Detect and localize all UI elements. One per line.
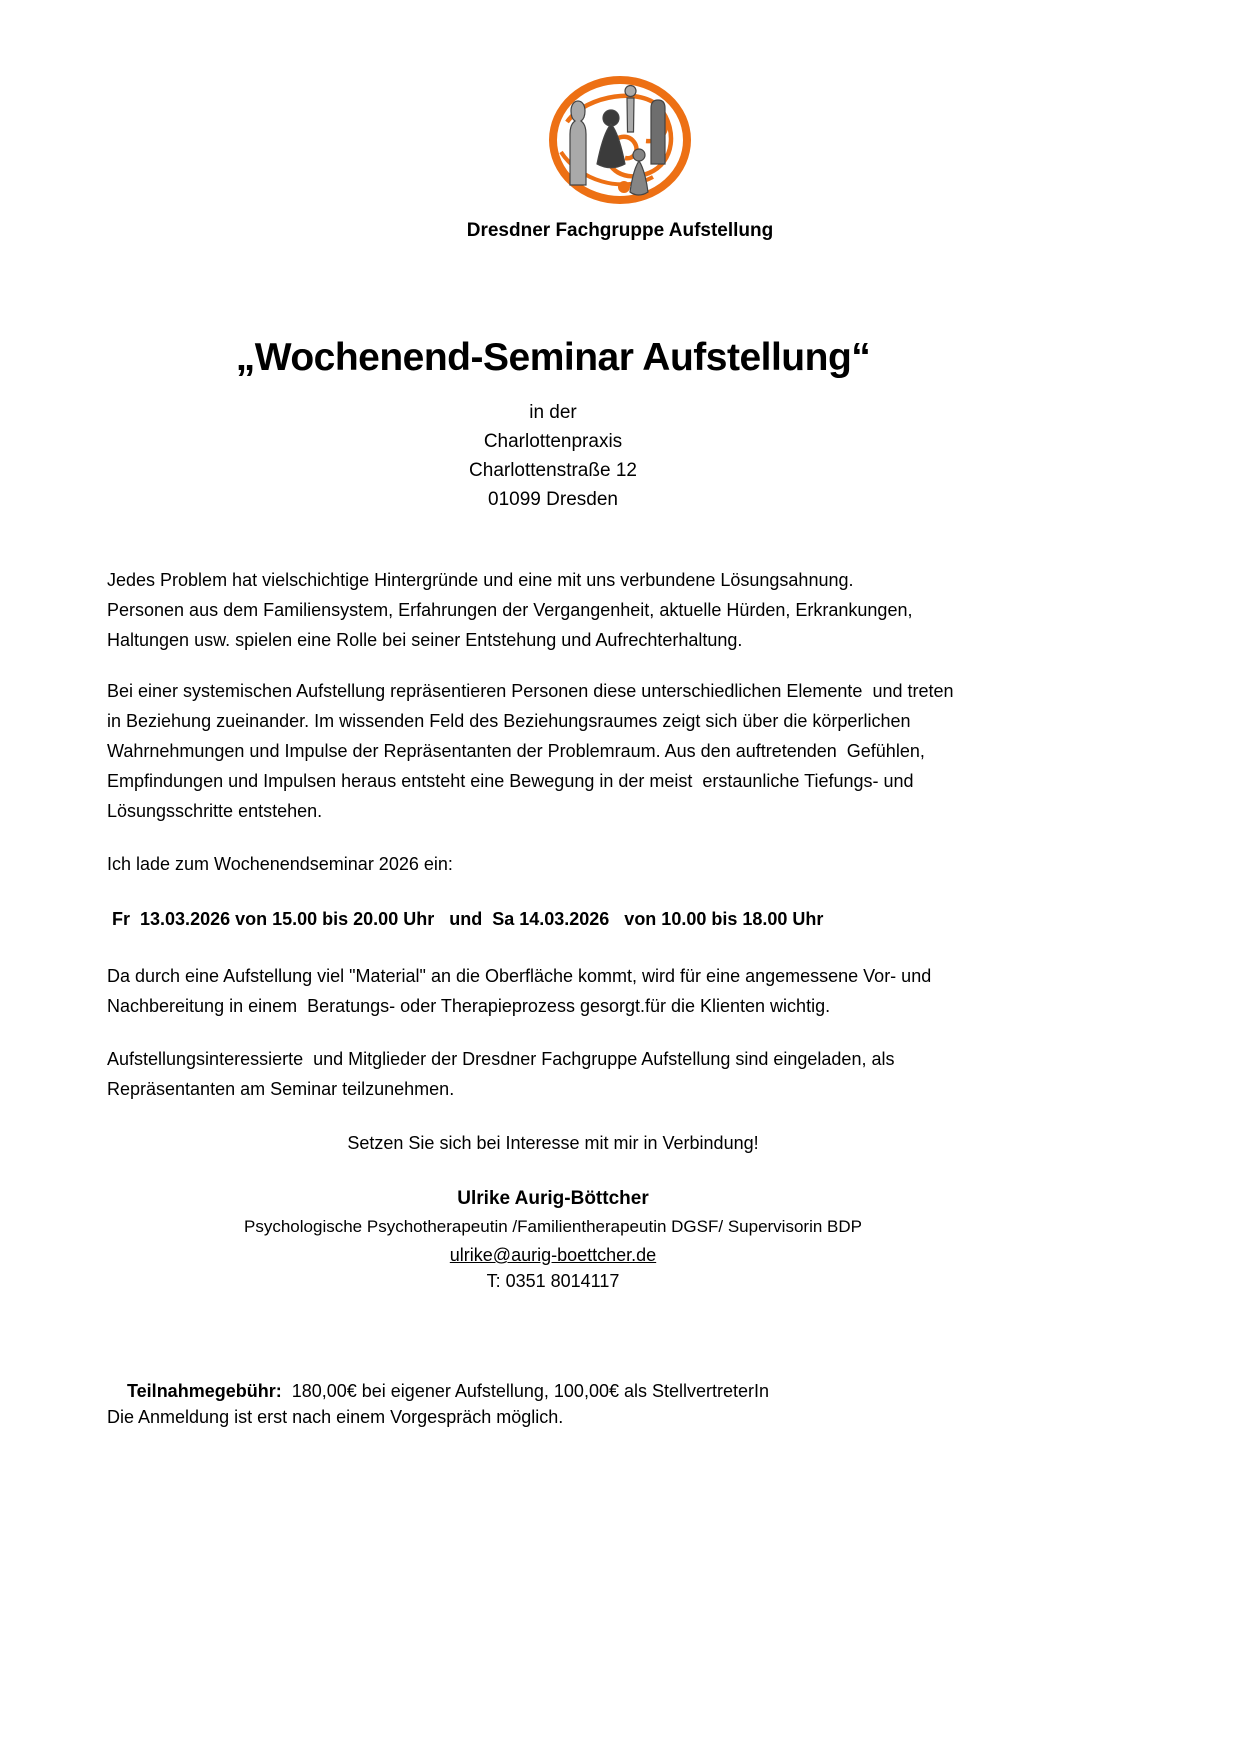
page-title: „Wochenend-Seminar Aufstellung“: [235, 336, 871, 379]
aufstellung-figures-logo-icon: [545, 74, 695, 210]
fee-value: 180,00€ bei eigener Aufstellung, 100,00€ als StellvertreterIn: [281, 1381, 770, 1401]
org-logo: [545, 74, 695, 210]
figure-thin-body-icon: [627, 98, 634, 132]
text-line: Empfindungen und Impulsen heraus entsteht eine Bewegung in der meist erstaunliche Tiefungs- und: [107, 771, 914, 791]
text-line: in Beziehung zueinander. Im wissenden Feld des Beziehungsraumes zeigt sich über die körperlichen: [107, 711, 911, 731]
venue-line: Charlottenpraxis: [483, 431, 623, 452]
seminar-schedule: Fr 13.03.2026 von 15.00 bis 20.00 Uhr und Sa 14.03.2026 von 10.00 bis 18.00 Uhr: [107, 909, 824, 929]
text-line: Jedes Problem hat vielschichtige Hintergründe und eine mit uns verbundene Lösungsahnung.: [107, 570, 854, 590]
paragraph-preparation-note: [107, 961, 1142, 1021]
figure-thin-head-icon: [625, 86, 636, 97]
text-line: Da durch eine Aufstellung viel "Material" an die Oberfläche kommt, wird für eine angemessene Vor- und: [107, 966, 932, 986]
figure-bottom-head-icon: [633, 149, 645, 161]
text-line: Nachbereitung in einem Beratungs- oder Therapieprozess gesorgt.für die Klienten wichtig.: [107, 996, 831, 1016]
figure-left-icon: [570, 101, 586, 185]
contact-phone: T: 0351 8014117: [486, 1271, 620, 1291]
text-line: Personen aus dem Familiensystem, Erfahrungen der Vergangenheit, aktuelle Hürden, Erkrankungen,: [107, 600, 913, 620]
email-link[interactable]: ulrike@aurig-boettcher.de: [449, 1245, 657, 1265]
text-line: Bei einer systemischen Aufstellung repräsentieren Personen diese unterschiedlichen Elemente und treten: [107, 681, 954, 701]
paragraph-participants-invite: [107, 1044, 1142, 1104]
invitation-line: Ich lade zum Wochenendseminar 2026 ein:: [107, 854, 453, 874]
contact-role: Psychologische Psychotherapeutin /Familientherapeutin DGSF/ Supervisorin BDP: [244, 1217, 862, 1236]
paragraph-aufstellung-description: [107, 676, 1142, 826]
figure-bottom-body-icon: [630, 161, 648, 195]
text-line: Wahrnehmungen und Impulse der Repräsentanten der Problemraum. Aus den auftretenden Gefühlen,: [107, 741, 925, 761]
venue-line: 01099 Dresden: [488, 489, 618, 510]
figure-center-body-icon: [597, 124, 625, 168]
figure-right-icon: [651, 100, 665, 164]
text-line: Aufstellungsinteressierte und Mitglieder der Dresdner Fachgruppe Aufstellung sind eingeladen, als: [107, 1049, 895, 1069]
venue-block: [0, 398, 1106, 514]
org-name: Dresdner Fachgruppe Aufstellung: [466, 220, 774, 241]
logo-swirl-dot: [618, 181, 630, 193]
contact-cta: Setzen Sie sich bei Interesse mit mir in Verbindung!: [347, 1133, 759, 1153]
fee-label: Teilnahmegebühr:: [127, 1381, 282, 1401]
venue-line: in der: [529, 402, 577, 423]
registration-note: Die Anmeldung ist erst nach einem Vorgespräch möglich.: [107, 1407, 564, 1427]
paragraph-problem-intro: [107, 565, 1142, 655]
text-line: Lösungsschritte entstehen.: [107, 801, 323, 821]
venue-line: Charlottenstraße 12: [469, 460, 637, 481]
text-line: Haltungen usw. spielen eine Rolle bei seiner Entstehung und Aufrechterhaltung.: [107, 630, 743, 650]
text-line: Repräsentanten am Seminar teilzunehmen.: [107, 1079, 455, 1099]
contact-name: Ulrike Aurig-Böttcher: [457, 1188, 649, 1209]
